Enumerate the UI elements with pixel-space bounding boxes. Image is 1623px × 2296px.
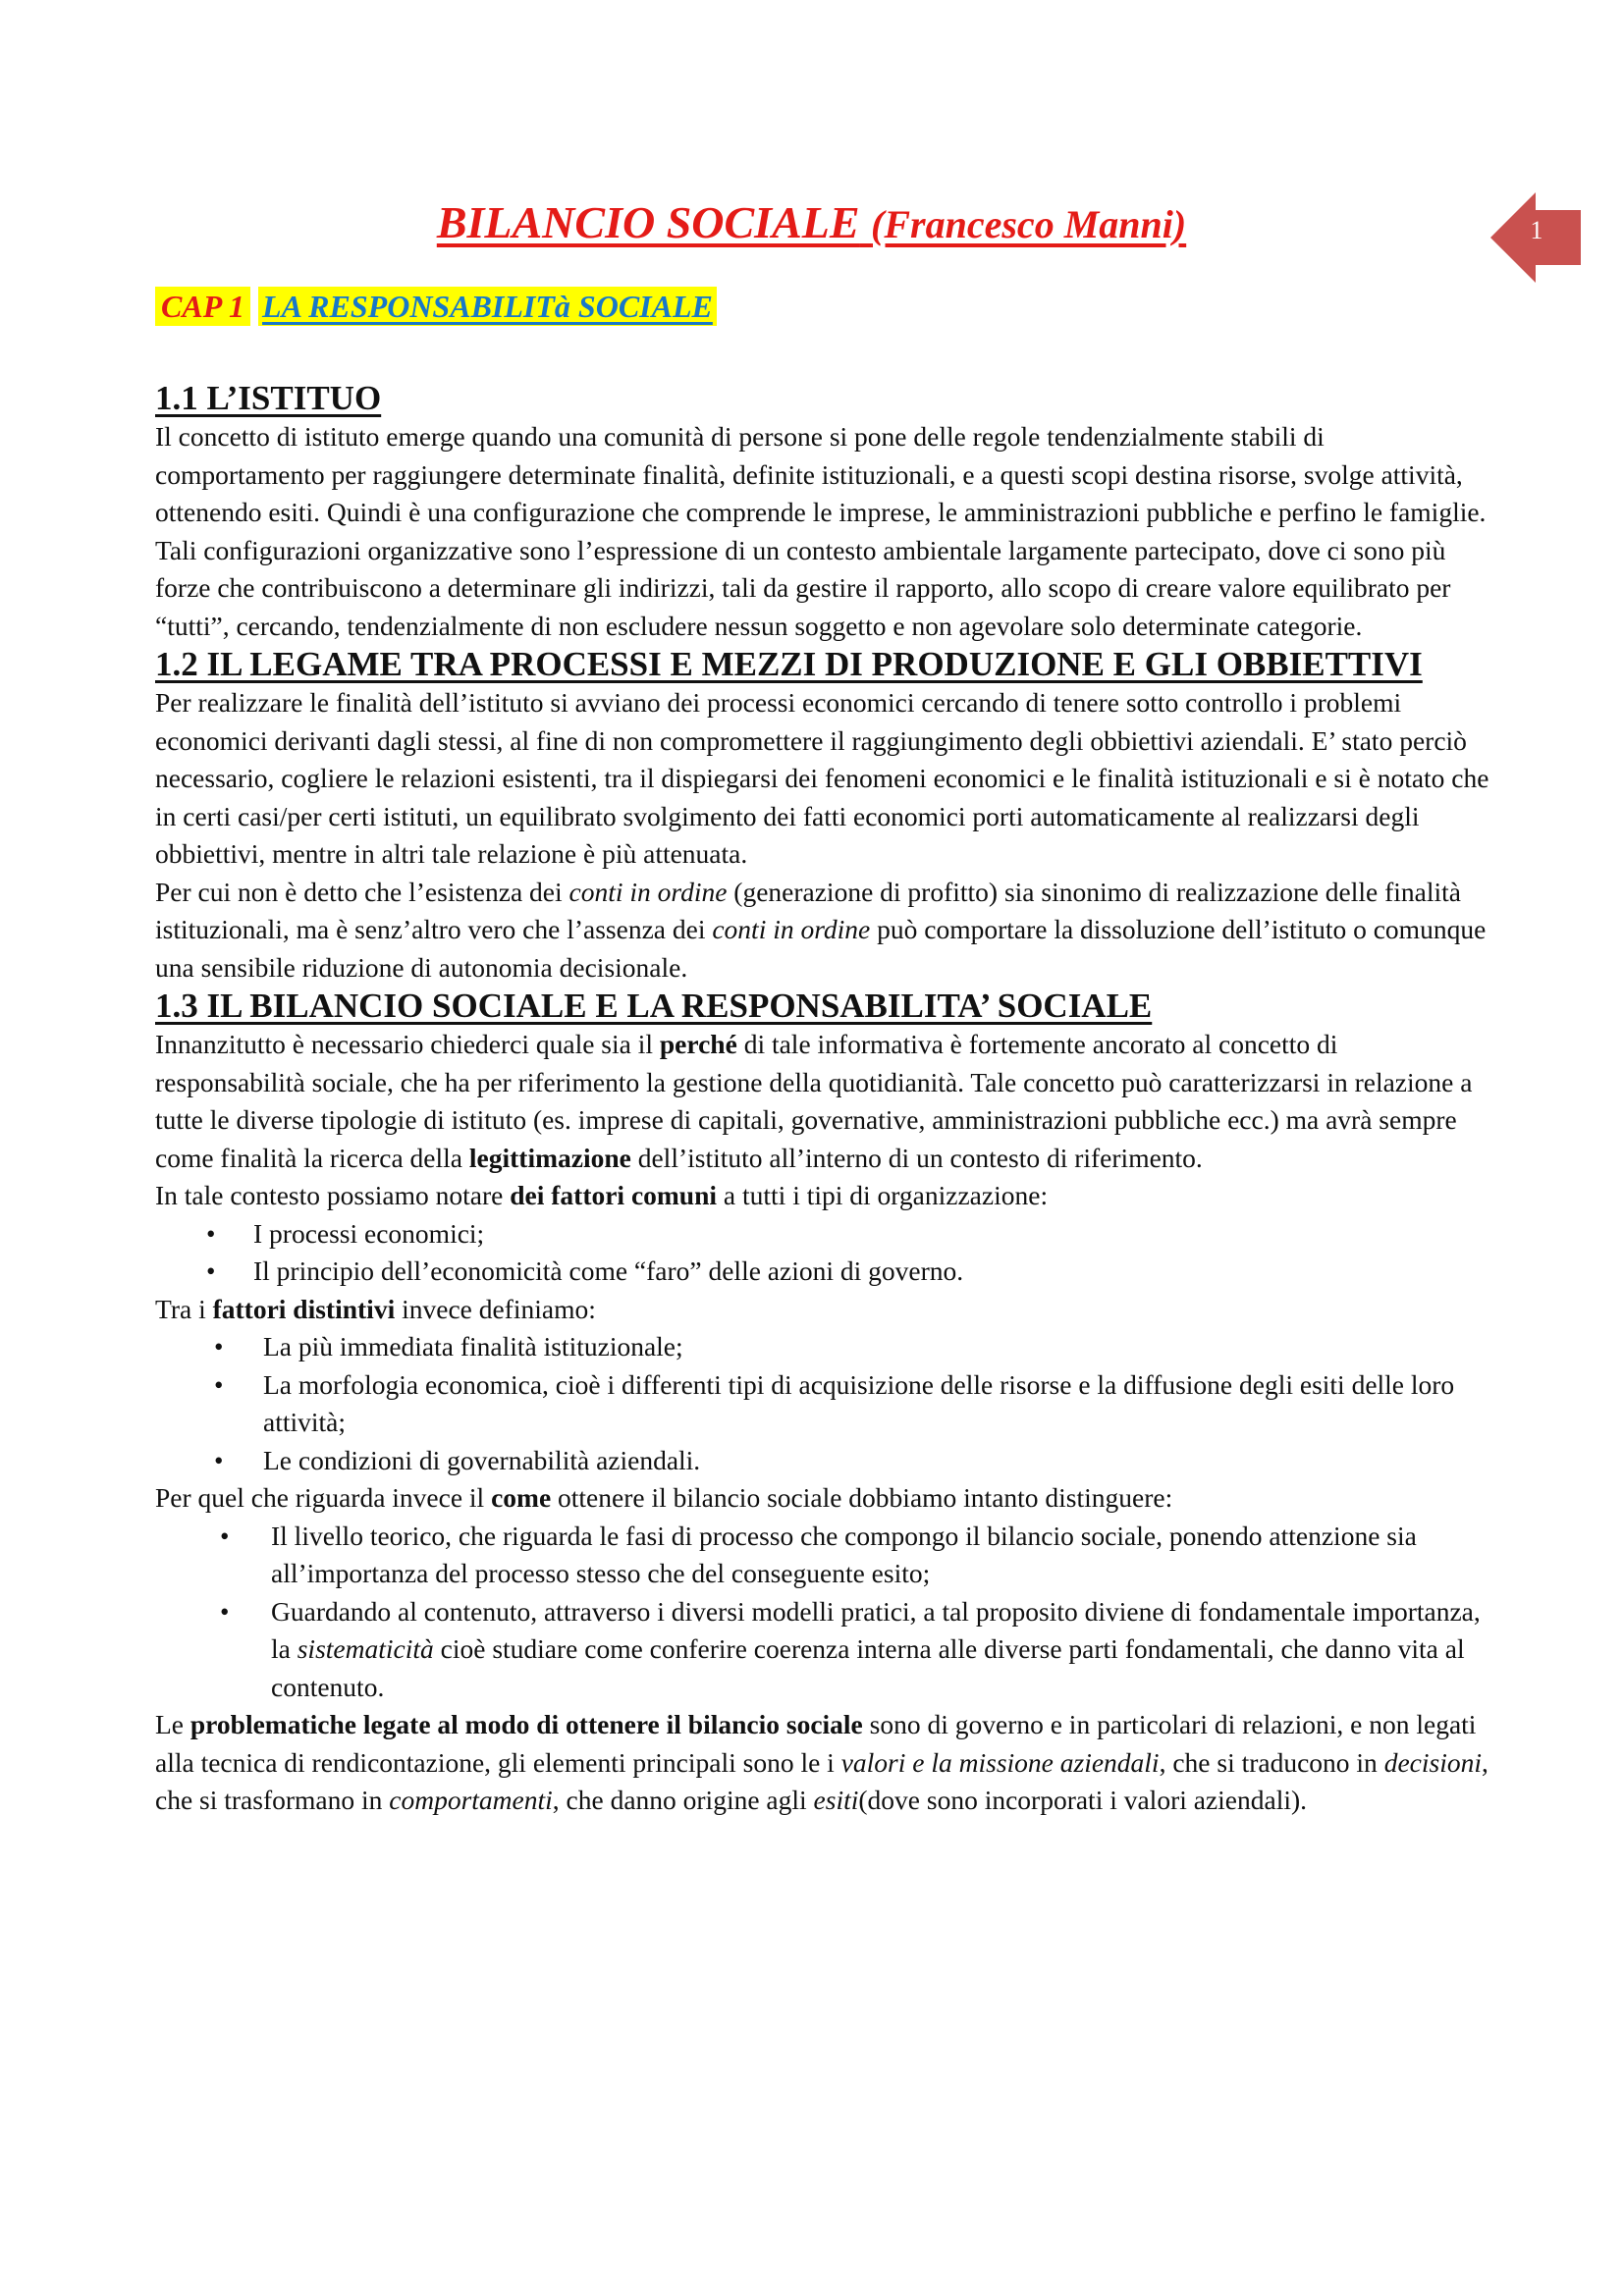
section-heading: 1.2 IL LEGAME TRA PROCESSI E MEZZI DI PRODUZIONE E GLI OBBIETTIVI xyxy=(155,645,1423,683)
bold-term: problematiche legate al modo di ottenere il bilancio sociale xyxy=(189,1709,863,1739)
bold-term: fattori distintivi xyxy=(212,1293,396,1324)
bold-term: dei fattori comuni xyxy=(510,1180,718,1210)
title-main: BILANCIO SOCIALE xyxy=(436,197,860,247)
list-item: • La morfologia economica, cioè i differenti tipi di acquisizione delle risorse e la diffusione degli esiti delle loro attività; xyxy=(155,1366,1490,1442)
emphasis: conti in ordine xyxy=(568,876,728,907)
page-number: 1 xyxy=(1530,216,1543,244)
emphasis: decisioni xyxy=(1383,1746,1482,1778)
paragraph: Tali configurazioni organizzative sono l’espressione di un contesto ambientale largamente partecipato, dove ci sono più forze che contribuiscono a determinare gli indirizzi, tali da gestire il rapporto, allo scopo di creare valore equilibrato per “tutti”, cercando, tendenzialmente di non escludere nessun soggetto e non agevolare solo determinate categorie. xyxy=(155,534,1451,641)
list-item: • Guardando al contenuto, attraverso i diversi modelli pratici, a tal proposito diviene di fondamentale importanza, la sistematicità cioè studiare come conferire coerenza interna alle diverse parti fondamentali, che danno vita al contenuto. xyxy=(155,1593,1490,1707)
paragraph: Innanzitutto è necessario chiederci quale sia il perché di tale informativa è fortemente ancorato al concetto di responsabilità sociale, che ha per riferimento la gestione della quotidianità. Tale concetto può caratterizzarsi in relazione a tutte le diverse tipologie di istituto (es. imprese di capitali, governative, amministrazioni pubbliche ecc.) ma avrà sempre come finalità la ricerca della legittimazione dell’istituto all’interno di un contesto di riferimento. xyxy=(155,1029,1473,1173)
list-item: • Le condizioni di governabilità aziendali. xyxy=(155,1442,1490,1480)
list-item: • La più immediata finalità istituzionale; xyxy=(155,1328,1490,1366)
document-body xyxy=(155,379,1490,1820)
emphasis: comportamenti xyxy=(389,1785,553,1815)
paragraph: Le problematiche legate al modo di ottenere il bilancio sociale sono di governo e in particolari di relazioni, e non legati alla tecnica di rendicontazione, gli elementi principali sono le i valori e la missione aziendali, che si traducono in decisioni, che si trasformano in comportamenti, che danno origine agli esiti(dove sono incorporati i valori aziendali). xyxy=(155,1709,1488,1815)
document-title xyxy=(0,196,1623,248)
chapter-number: CAP 1 xyxy=(155,287,250,326)
distinctive-factors-list xyxy=(155,1328,1490,1479)
paragraph: Per cui non è detto che l’esistenza dei conti in ordine (generazione di profitto) sia sinonimo di realizzazione delle finalità istituzionali, ma è senz’altro vero che l’assenza dei conti in ordine può comportare la dissoluzione dell’istituto o comunque una sensibile riduzione di autonomia decisionale. xyxy=(155,876,1487,983)
emphasis: valori e la missione aziendali xyxy=(840,1746,1160,1778)
section-heading: 1.3 IL BILANCIO SOCIALE E LA RESPONSABILITA’ SOCIALE xyxy=(155,987,1153,1025)
list-item: • Il livello teorico, che riguarda le fasi di processo che compongo il bilancio sociale, ponendo attenzione sia all’importanza del processo stesso che del conseguente esito; xyxy=(155,1518,1490,1593)
bold-term: come xyxy=(491,1482,552,1513)
paragraph: Tra i fattori distintivi invece definiamo: xyxy=(155,1293,596,1324)
section-heading: 1.1 L’ISTITUO xyxy=(155,379,382,417)
paragraph: Per realizzare le finalità dell’istituto si avviano dei processi economici cercando di tenere sotto controllo i problemi economici derivanti dagli stessi, al fine di non compromettere il raggiungimento degli obbiettivi aziendali. E’ stato perciò necessario, cogliere le relazioni esistenti, tra il dispiegarsi dei fenomeni economici e le finalità istituzionali e si è notato che in certi casi/per certi istituti, un equilibrato svolgimento dei fatti economici porti automaticamente al realizzarsi degli obbiettivi, mentre in altri tale relazione è più attenuata. xyxy=(155,687,1489,869)
chapter-title: LA RESPONSABILITà SOCIALE xyxy=(258,287,717,326)
paragraph: In tale contesto possiamo notare dei fattori comuni a tutti i tipi di organizzazione: xyxy=(155,1180,1049,1210)
list-item: • I processi economici; xyxy=(155,1215,1490,1254)
how-list xyxy=(155,1518,1490,1707)
bold-term: legittimazione xyxy=(468,1142,631,1173)
common-factors-list xyxy=(155,1215,1490,1291)
emphasis: sistematicità xyxy=(297,1633,434,1664)
title-author: (Francesco Manni) xyxy=(871,202,1187,246)
emphasis: esiti xyxy=(813,1785,859,1815)
paragraph: Il concetto di istituto emerge quando una comunità di persone si pone delle regole tendenzialmente stabili di comportamento per raggiungere determinate finalità, definite istituzionali, e a questi scopi destina risorse, svolge attività, ottenendo esiti. Quindi è una configurazione che comprende le imprese, le amministrazioni pubbliche e perfino le famiglie. xyxy=(155,421,1487,527)
list-item: • Il principio dell’economicità come “faro” delle azioni di governo. xyxy=(155,1253,1490,1291)
chapter-heading xyxy=(155,289,717,325)
emphasis: conti in ordine xyxy=(712,914,871,944)
paragraph: Per quel che riguarda invece il come ottenere il bilancio sociale dobbiamo intanto distinguere: xyxy=(155,1482,1173,1513)
bold-term: perché xyxy=(659,1029,737,1059)
